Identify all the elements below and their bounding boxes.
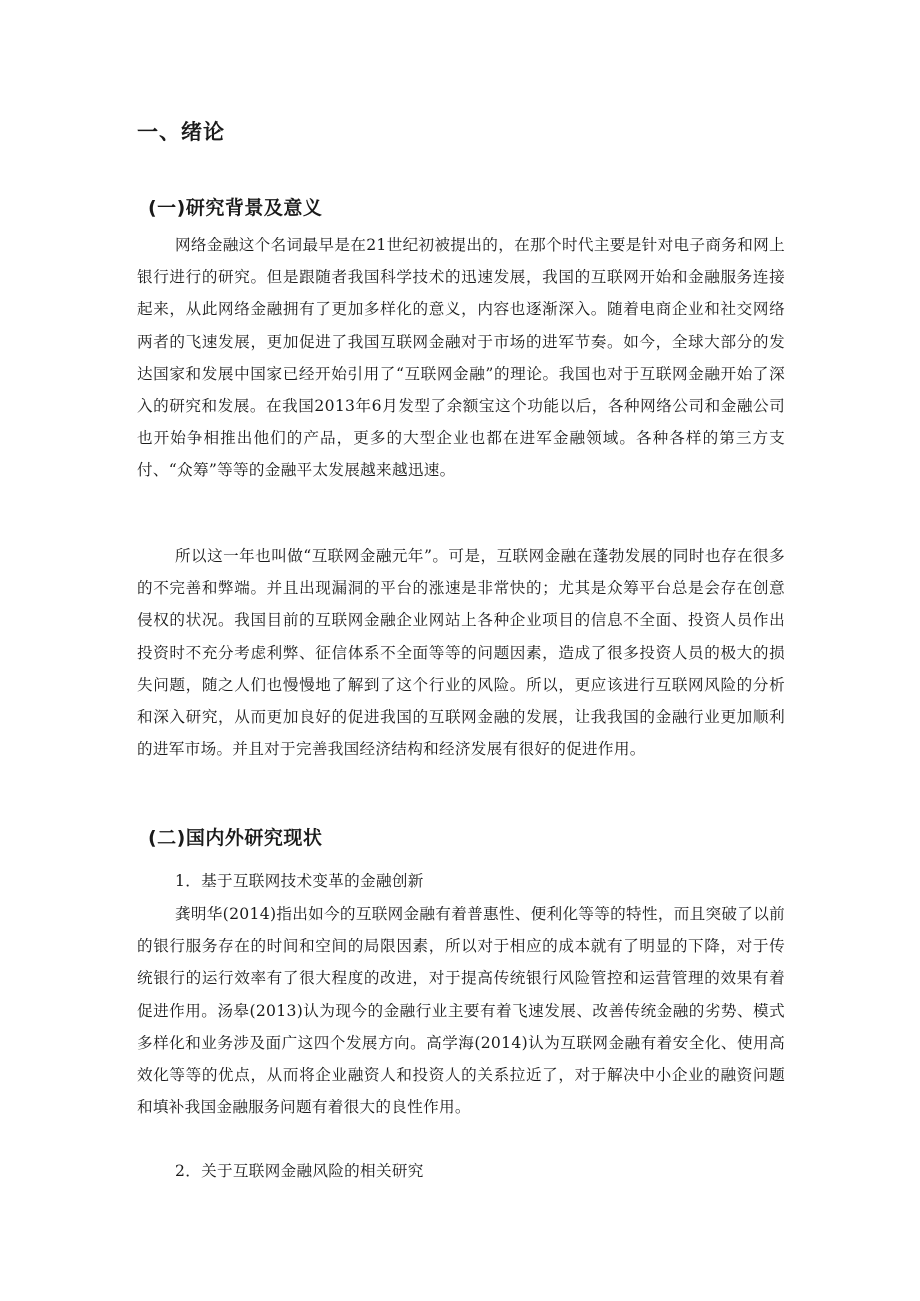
subheading-risk-research: 2．关于互联网金融风险的相关研究: [175, 1162, 424, 1180]
chapter-title: 一、绪论: [137, 120, 225, 144]
paragraph-research-status: 龚明华(2014)指出如今的互联网金融有着普惠性、便利化等等的特性，而且突破了以前的银行服务存在的时间和空间的局限因素，所以对于相应的成本就有了明显的下降，对于传统银行的运行效率有了很大程度的改进，对于提高传统银行风险管控和运营管理的效果有着促进作用。汤皋(2013)认为现今的金融行业主要有着飞速发展、改善传统金融的劣势、模式多样化和业务涉及面广这四个发展方向。高学海(2014)认为互联网金融有着安全化、使用高效化等等的优点，从而将企业融资人和投资人的关系拉近了，对于解决中小企业的融资问题和填补我国金融服务问题有着很大的良性作用。: [137, 905, 785, 1117]
section-title-research-status: (二)国内外研究现状: [148, 827, 323, 849]
paragraph-background-1: 网络金融这个名词最早是在21世纪初被提出的，在那个时代主要是针对电子商务和网上银行进行的研究。但是跟随者我国科学技术的迅速发展，我国的互联网开始和金融服务连接起来，从此网络金融拥有了更加多样化的意义，内容也逐渐深入。随着电商企业和社交网络两者的飞速发展，更加促进了我国互联网金融对于市场的进军节奏。如今，全球大部分的发达国家和发展中国家已经开始引用了“互联网金融”的理论。我国也对于互联网金融开始了深入的研究和发展。在我国2013年6月发型了余额宝这个功能以后，各种网络公司和金融公司也开始争相推出他们的产品，更多的大型企业也都在进军金融领域。各种各样的第三方支付、“众筹”等等的金融平太发展越来越迅速。: [137, 236, 785, 480]
section-title-background: (一)研究背景及意义: [148, 197, 323, 219]
paragraph-background-2: 所以这一年也叫做“互联网金融元年”。可是，互联网金融在蓬勃发展的同时也存在很多的不完善和弊端。并且出现漏洞的平台的涨速是非常快的；尤其是众筹平台总是会存在创意侵权的状况。我国目前的互联网金融企业网站上各种企业项目的信息不全面、投资人员作出投资时不充分考虑利弊、征信体系不全面等等的问题因素，造成了很多投资人员的极大的损失问题，随之人们也慢慢地了解到了这个行业的风险。所以，更应该进行互联网风险的分析和深入研究，从而更加良好的促进我国的互联网金融的发展，让我我国的金融行业更加顺利的进军市场。并且对于完善我国经济结构和经济发展有很好的促进作用。: [137, 547, 785, 759]
subheading-financial-innovation: 1．基于互联网技术变革的金融创新: [175, 872, 424, 890]
